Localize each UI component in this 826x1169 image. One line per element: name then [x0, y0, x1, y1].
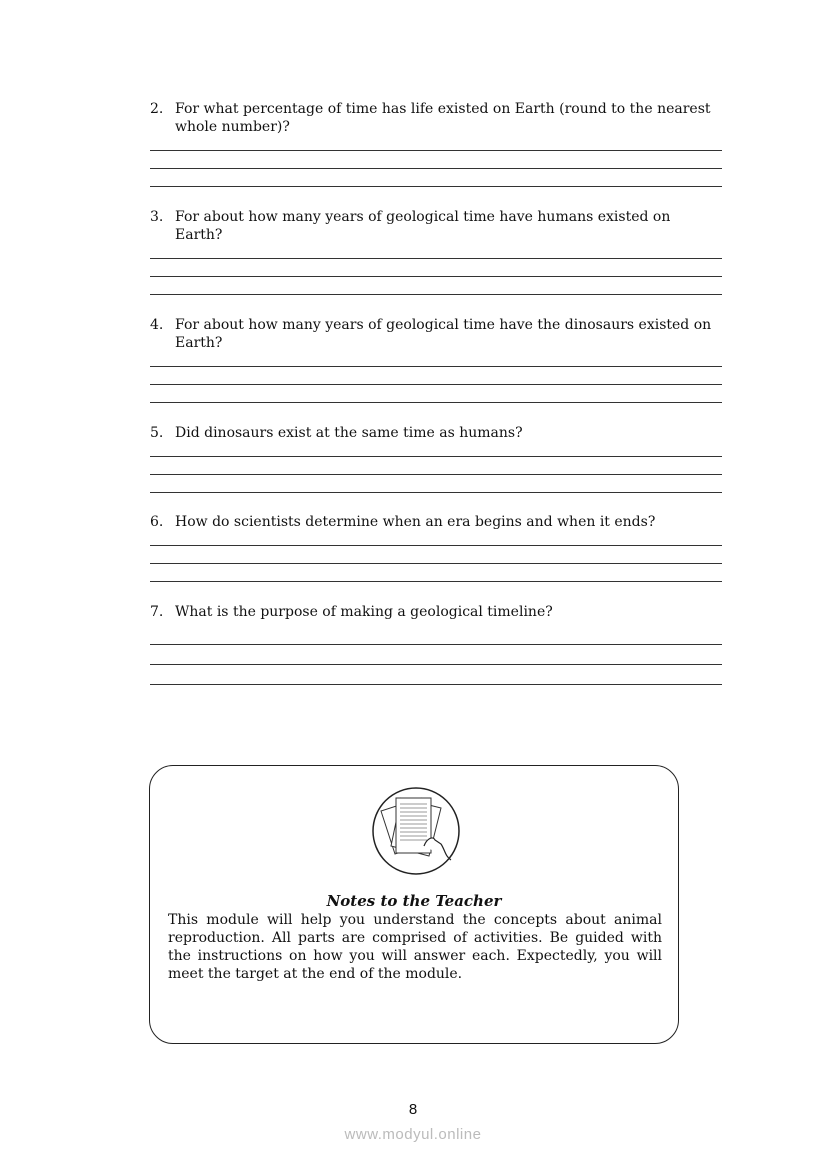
answer-line [150, 474, 722, 475]
question-number: 5. [150, 425, 164, 441]
question-number: 6. [150, 514, 164, 530]
watermark: www.modyul.online [344, 1126, 482, 1143]
question-2 [150, 100, 722, 136]
answer-line [150, 492, 722, 493]
question-3 [150, 208, 722, 244]
answer-line [150, 366, 722, 367]
answer-line [150, 456, 722, 457]
papers-in-hand-icon [371, 786, 461, 876]
answer-line [150, 402, 722, 403]
answer-line [150, 545, 722, 546]
question-text: For what percentage of time has life existed on Earth (round to the nearest whole number)? [175, 101, 711, 135]
question-number: 7. [150, 604, 164, 620]
page-number: 8 [408, 1101, 418, 1118]
answer-line [150, 258, 722, 259]
question-number: 2. [150, 101, 164, 117]
answer-line [150, 684, 722, 685]
answer-line [150, 168, 722, 169]
answer-line [150, 581, 722, 582]
answer-line [150, 294, 722, 295]
question-text: For about how many years of geological time have the dinosaurs existed on Earth? [175, 317, 712, 351]
notes-to-teacher-box [149, 765, 679, 1044]
answer-line [150, 664, 722, 665]
answer-line [150, 150, 722, 151]
question-text: How do scientists determine when an era begins and when it ends? [175, 514, 656, 530]
question-7 [150, 603, 722, 621]
notes-title: Notes to the Teacher [326, 892, 502, 910]
answer-line [150, 186, 722, 187]
notes-body: This module will help you understand the concepts about animal reproduction. All parts are comprised of activities. Be guided with the instructions on how you will answer each. Expectedly, you will meet the target at the end of the module. [168, 912, 662, 982]
question-6 [150, 513, 722, 531]
question-4 [150, 316, 722, 352]
answer-line [150, 384, 722, 385]
answer-line [150, 276, 722, 277]
answer-line [150, 644, 722, 645]
question-text: For about how many years of geological time have humans existed on Earth? [175, 209, 671, 243]
question-number: 4. [150, 317, 164, 333]
question-text: What is the purpose of making a geological timeline? [175, 604, 553, 620]
question-number: 3. [150, 209, 164, 225]
question-5 [150, 424, 722, 442]
answer-line [150, 563, 722, 564]
question-text: Did dinosaurs exist at the same time as humans? [175, 425, 523, 441]
